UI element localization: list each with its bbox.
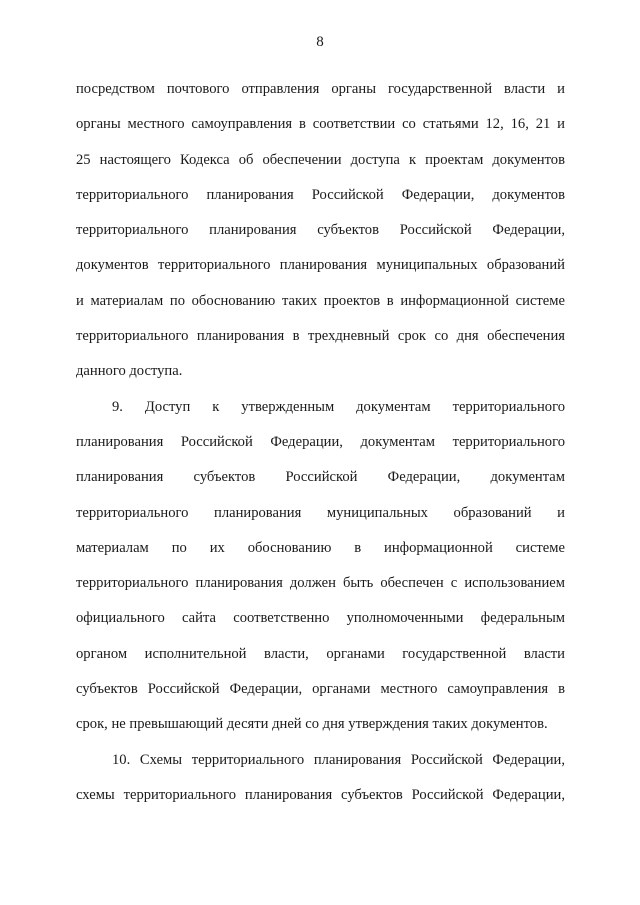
paragraph-1 bbox=[76, 72, 565, 390]
text-line: документов территориального планирования муниципальных образований bbox=[76, 257, 565, 274]
text-line: территориального планирования муниципальных образований и bbox=[76, 504, 565, 521]
text-line: органы местного самоуправления в соответствии со статьями 12, 16, 21 и bbox=[76, 116, 565, 133]
text-line: территориального планирования в трехдневный срок со дня обеспечения bbox=[76, 328, 565, 345]
text-line: срок, не превышающий десяти дней со дня утверждения таких документов. bbox=[76, 716, 548, 733]
document-body bbox=[76, 72, 565, 813]
text-line: территориального планирования Российской Федерации, документов bbox=[76, 186, 565, 203]
text-line: официального сайта соответственно уполномоченными федеральным bbox=[76, 610, 565, 627]
text-line: органом исполнительной власти, органами государственной власти bbox=[76, 645, 565, 662]
text-line: посредством почтового отправления органы государственной власти и bbox=[76, 81, 565, 97]
text-line: планирования субъектов Российской Федерации, документам bbox=[76, 469, 565, 486]
text-line: территориального планирования субъектов Российской Федерации, bbox=[76, 222, 565, 239]
text-line: материалам по их обоснованию в информационной системе bbox=[76, 539, 565, 556]
text-line: схемы территориального планирования субъектов Российской Федерации, bbox=[76, 786, 565, 803]
text-line: территориального планирования должен быть обеспечен с использованием bbox=[76, 575, 565, 592]
page-number: 8 bbox=[316, 34, 324, 50]
text-line: 25 настоящего Кодекса об обеспечении доступа к проектам документов bbox=[76, 151, 565, 168]
text-line: 10. Схемы территориального планирования Российской Федерации, bbox=[112, 751, 565, 768]
text-line: и материалам по обоснованию таких проектов в информационной системе bbox=[76, 292, 565, 309]
text-line: 9. Доступ к утвержденным документам территориального bbox=[112, 398, 565, 415]
text-line: планирования Российской Федерации, документам территориального bbox=[76, 433, 565, 450]
text-line: данного доступа. bbox=[76, 363, 183, 380]
paragraph-9 bbox=[76, 390, 565, 743]
text-line: субъектов Российской Федерации, органами местного самоуправления в bbox=[76, 681, 565, 698]
paragraph-10 bbox=[76, 743, 565, 814]
